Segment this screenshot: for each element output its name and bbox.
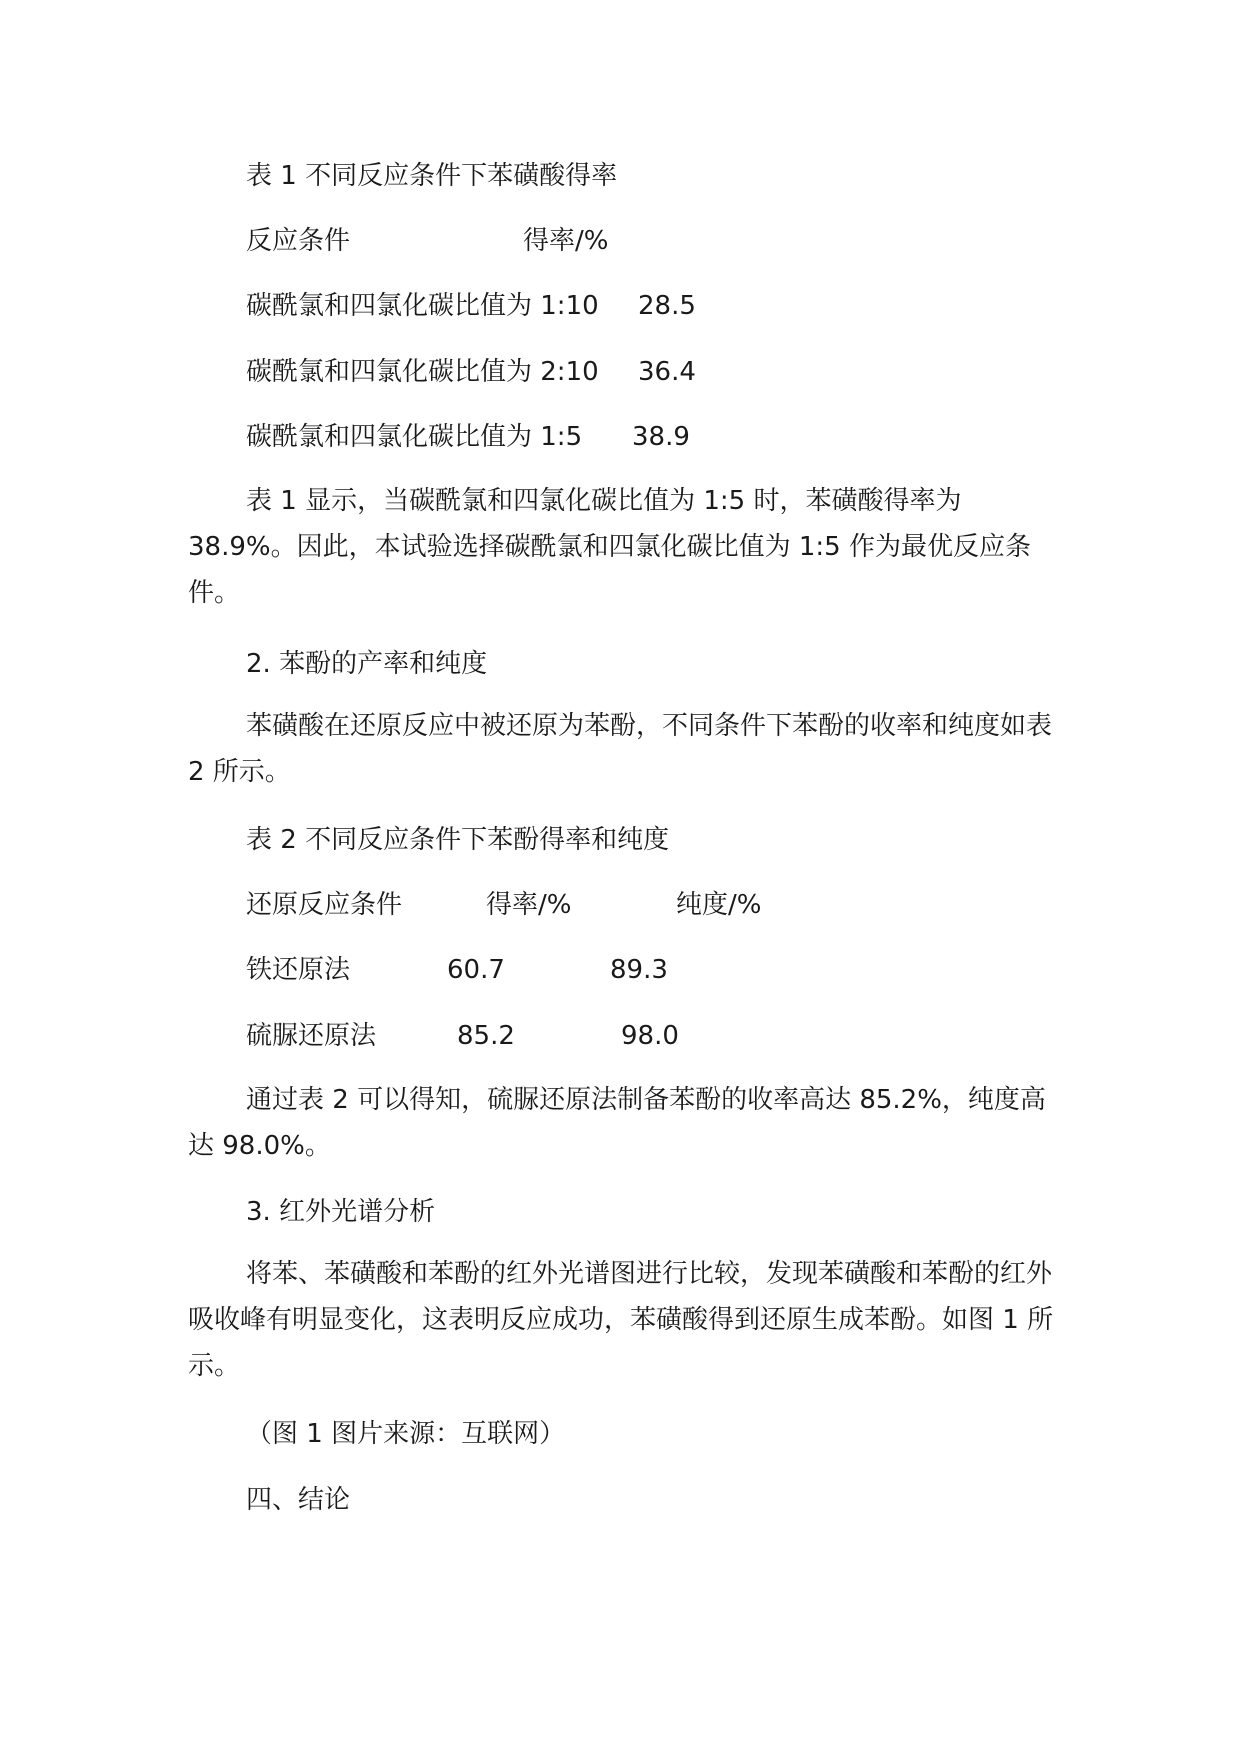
table1-header-condition: 反应条件	[246, 226, 351, 256]
figure-source-note: （图 1 图片来源：互联网）	[246, 1419, 566, 1449]
table1-row1-condition: 碳酰氯和四氯化碳比值为 1:10	[246, 291, 599, 321]
table1-header-yield: 得率/%	[523, 226, 609, 256]
section-heading-3: 3. 红外光谱分析	[246, 1197, 436, 1227]
table1-row2-condition: 碳酰氯和四氯化碳比值为 2:10	[246, 357, 599, 387]
table1-row3-condition: 碳酰氯和四氯化碳比值为 1:5	[246, 422, 583, 452]
table2-row2-yield: 85.2	[457, 1021, 515, 1051]
table2-header-condition: 还原反应条件	[246, 890, 403, 920]
table2-row2-condition: 硫脲还原法	[246, 1021, 377, 1051]
table2-row1-condition: 铁还原法	[246, 955, 351, 985]
paragraph-ir-analysis: 将苯、苯磺酸和苯酚的红外光谱图进行比较，发现苯磺酸和苯酚的红外吸收峰有明显变化，这表明反应成功，苯磺酸得到还原生成苯酚。如图 1 所示。	[188, 1259, 1054, 1381]
table2-row2-purity: 98.0	[621, 1021, 679, 1051]
table2-row1-purity: 89.3	[610, 955, 668, 985]
section-heading-conclusion: 四、结论	[246, 1485, 351, 1515]
paragraph-table2-summary: 通过表 2 可以得知，硫脲还原法制备苯酚的收率高达 85.2%，纯度高达 98.0%。	[188, 1085, 1046, 1161]
table1-row2-yield: 36.4	[638, 357, 696, 387]
table1-row3-yield: 38.9	[632, 422, 690, 452]
table2-header-purity: 纯度/%	[676, 890, 762, 920]
paragraph-table1-summary: 表 1 显示，当碳酰氯和四氯化碳比值为 1:5 时，苯磺酸得率为 38.9%。因此，本试验选择碳酰氯和四氯化碳比值为 1:5 作为最优反应条件。	[188, 486, 1031, 608]
table2-caption: 表 2 不同反应条件下苯酚得率和纯度	[246, 825, 670, 855]
table1-row1-yield: 28.5	[638, 291, 696, 321]
table1-caption: 表 1 不同反应条件下苯磺酸得率	[246, 161, 618, 191]
table2-header-yield: 得率/%	[486, 890, 572, 920]
section-heading-2: 2. 苯酚的产率和纯度	[246, 649, 488, 679]
table2-row1-yield: 60.7	[447, 955, 505, 985]
paragraph-phenol-intro: 苯磺酸在还原反应中被还原为苯酚，不同条件下苯酚的收率和纯度如表 2 所示。	[188, 711, 1053, 787]
